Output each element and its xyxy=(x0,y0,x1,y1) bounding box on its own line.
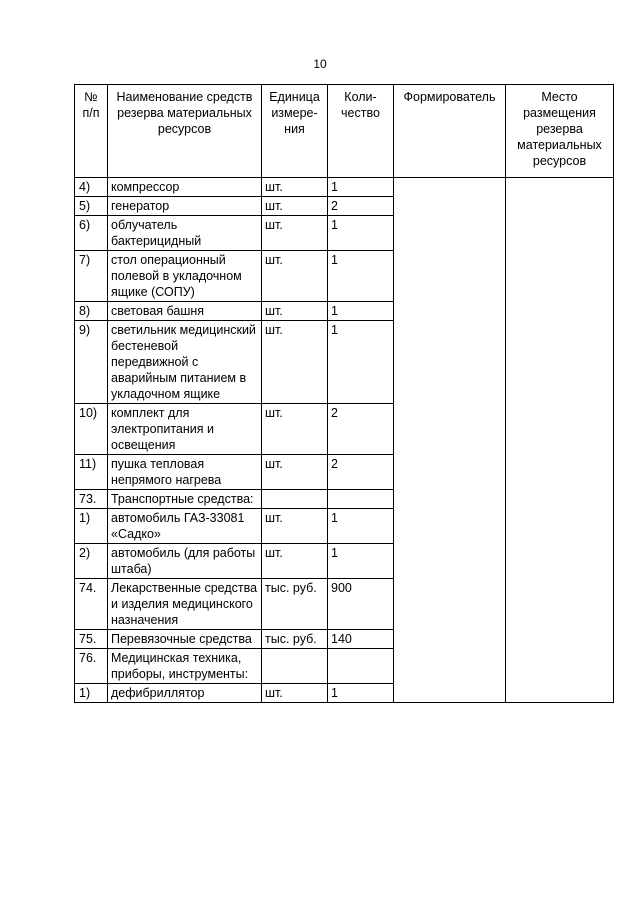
row-unit: шт. xyxy=(262,302,328,321)
row-number: 73. xyxy=(75,490,108,509)
row-name: Медицинская техника, приборы, инструменты: xyxy=(108,649,262,684)
row-unit: шт. xyxy=(262,216,328,251)
row-unit: тыс. руб. xyxy=(262,579,328,630)
row-number: 5) xyxy=(75,197,108,216)
header-name: Наименование средств резерва материальных ресурсов xyxy=(108,85,262,178)
table-row xyxy=(75,178,614,197)
row-quantity: 1 xyxy=(328,178,394,197)
row-unit: шт. xyxy=(262,544,328,579)
row-quantity: 2 xyxy=(328,455,394,490)
row-unit: шт. xyxy=(262,684,328,703)
row-name: Транспортные средства: xyxy=(108,490,262,509)
row-number: 1) xyxy=(75,509,108,544)
row-name: стол операционный полевой в укладочном ящике (СОПУ) xyxy=(108,251,262,302)
row-name: световая башня xyxy=(108,302,262,321)
row-unit xyxy=(262,490,328,509)
row-name: Лекарственные средства и изделия медицинского назначения xyxy=(108,579,262,630)
row-name: автомобиль ГАЗ-33081 «Садко» xyxy=(108,509,262,544)
row-number: 2) xyxy=(75,544,108,579)
row-unit: шт. xyxy=(262,509,328,544)
header-former: Формирователь xyxy=(394,85,506,178)
row-unit: шт. xyxy=(262,404,328,455)
row-number: 4) xyxy=(75,178,108,197)
row-quantity: 900 xyxy=(328,579,394,630)
row-number: 75. xyxy=(75,630,108,649)
row-quantity: 1 xyxy=(328,302,394,321)
row-unit: шт. xyxy=(262,178,328,197)
row-quantity: 2 xyxy=(328,197,394,216)
row-number: 11) xyxy=(75,455,108,490)
row-unit: шт. xyxy=(262,251,328,302)
row-name: компрессор xyxy=(108,178,262,197)
placement-cell xyxy=(506,178,614,703)
row-number: 6) xyxy=(75,216,108,251)
row-name: пушка тепловая непрямого нагрева xyxy=(108,455,262,490)
row-unit: шт. xyxy=(262,197,328,216)
row-name: светильник медицинский бестеневой передвижной с аварийным питанием в укладочном ящике xyxy=(108,321,262,404)
row-quantity: 1 xyxy=(328,251,394,302)
row-quantity xyxy=(328,490,394,509)
row-number: 9) xyxy=(75,321,108,404)
row-quantity: 1 xyxy=(328,509,394,544)
row-name: комплект для электропитания и освещения xyxy=(108,404,262,455)
row-number: 10) xyxy=(75,404,108,455)
row-number: 8) xyxy=(75,302,108,321)
header-unit: Единица измере-ния xyxy=(262,85,328,178)
row-quantity: 1 xyxy=(328,684,394,703)
row-number: 7) xyxy=(75,251,108,302)
row-name: облучатель бактерицидный xyxy=(108,216,262,251)
row-number: 76. xyxy=(75,649,108,684)
row-unit: шт. xyxy=(262,455,328,490)
header-place: Место размещения резерва материальных ресурсов xyxy=(506,85,614,178)
row-quantity: 2 xyxy=(328,404,394,455)
row-quantity xyxy=(328,649,394,684)
row-unit: тыс. руб. xyxy=(262,630,328,649)
page-number: 10 xyxy=(313,57,327,71)
row-number: 74. xyxy=(75,579,108,630)
row-number: 1) xyxy=(75,684,108,703)
row-unit: шт. xyxy=(262,321,328,404)
reserve-table xyxy=(74,84,614,703)
header-num: № п/п xyxy=(75,85,108,178)
row-quantity: 140 xyxy=(328,630,394,649)
row-name: дефибриллятор xyxy=(108,684,262,703)
former-cell xyxy=(394,178,506,703)
row-name: автомобиль (для работы штаба) xyxy=(108,544,262,579)
row-quantity: 1 xyxy=(328,544,394,579)
table-header-row xyxy=(75,85,614,178)
row-name: генератор xyxy=(108,197,262,216)
row-name: Перевязочные средства xyxy=(108,630,262,649)
row-unit xyxy=(262,649,328,684)
header-qty: Коли-чество xyxy=(328,85,394,178)
row-quantity: 1 xyxy=(328,216,394,251)
row-quantity: 1 xyxy=(328,321,394,404)
